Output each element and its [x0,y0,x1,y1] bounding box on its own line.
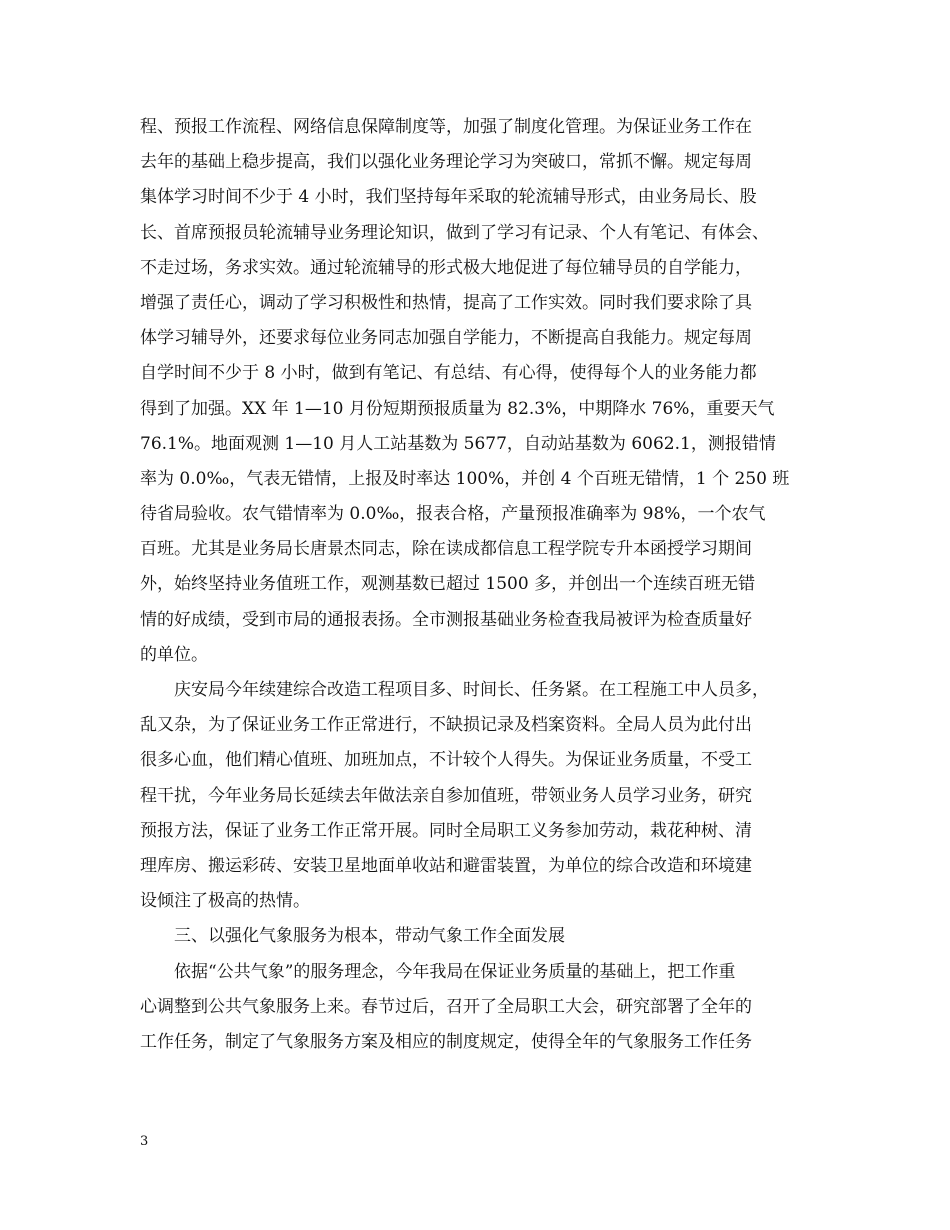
page-number: 3 [140,1134,149,1149]
text-line: 心调整到公共气象服务上来。春节过后，召开了全局职工大会，研究部署了全年的 [140,996,752,1017]
text-line: 率为 0.0‰，气表无错情，上报及时率达 100%，并创 4 个百班无错情，1 个 250 班 [140,468,790,489]
text-line: 的单位。 [140,644,208,665]
text-line: 乱又杂，为了保证业务工作正常进行，不缺损记录及档案资料。全局人员为此付出 [140,715,752,736]
text-line: 程干扰，今年业务局长延续去年做法亲自参加值班，带领业务人员学习业务，研究 [140,785,752,806]
text-line: 设倾注了极高的热情。 [140,891,310,912]
text-line: 不走过场，务求实效。通过轮流辅导的形式极大地促进了每位辅导员的自学能力， [140,257,752,278]
paragraph [140,110,820,673]
text-line: 增强了责任心，调动了学习积极性和热情，提高了工作实效。同时我们要求除了具 [140,292,752,313]
text-line: 体学习辅导外，还要求每位业务同志加强自学能力，不断提高自我能力。规定每周 [140,328,752,349]
text-line: 去年的基础上稳步提高，我们以强化业务理论学习为突破口，常抓不懈。规定每周 [140,152,752,173]
text-line: 依据“公共气象”的服务理念，今年我局在保证业务质量的基础上，把工作重 [174,961,736,982]
text-line: 理库房、搬运彩砖、安装卫星地面单收站和避雷装置，为单位的综合改造和环境建 [140,855,752,876]
text-line: 待省局验收。农气错情率为 0.0‰，报表合格，产量预报准确率为 98%，一个农气 [140,504,766,525]
text-line: 预报方法，保证了业务工作正常开展。同时全局职工义务参加劳动，栽花种树、清 [140,820,752,841]
text-line: 工作任务，制定了气象服务方案及相应的制度规定，使得全年的气象服务工作任务 [140,1031,752,1052]
text-line: 庆安局今年续建综合改造工程项目多、时间长、任务紧。在工程施工中人员多， [174,680,769,700]
document-body [140,110,820,1060]
paragraph [140,955,820,1061]
paragraph [140,919,820,954]
text-line: 得到了加强。XX 年 1—10 月份短期预报质量为 82.3%，中期降水 76%，重要天气 [140,398,775,419]
text-line: 长、首席预报员轮流辅导业务理论知识，做到了学习有记录、个人有笔记、有体会、 [140,222,769,243]
text-line: 自学时间不少于 8 小时，做到有笔记、有总结、有心得，使得每个人的业务能力都 [140,363,757,384]
text-line: 集体学习时间不少于 4 小时，我们坚持每年采取的轮流辅导形式，由业务局长、股 [140,187,757,208]
text-line: 很多心血，他们精心值班、加班加点，不计较个人得失。为保证业务质量，不受工 [140,750,752,771]
text-line: 程、预报工作流程、网络信息保障制度等，加强了制度化管理。为保证业务工作在 [140,117,752,137]
text-line: 情的好成绩，受到市局的通报表扬。全市测报基础业务检查我局被评为检查质量好 [140,609,752,630]
text-line: 76.1%。地面观测 1—10 月人工站基数为 5677，自动站基数为 6062.1，测报错情 [140,433,776,454]
paragraph [140,673,820,919]
text-line: 外，始终坚持业务值班工作，观测基数已超过 1500 多，并创出一个连续百班无错 [140,574,756,595]
text-line: 三、以强化气象服务为根本，带动气象工作全面发展 [174,926,565,947]
text-line: 百班。尤其是业务局长唐景杰同志，除在读成都信息工程学院专升本函授学习期间 [140,539,752,560]
